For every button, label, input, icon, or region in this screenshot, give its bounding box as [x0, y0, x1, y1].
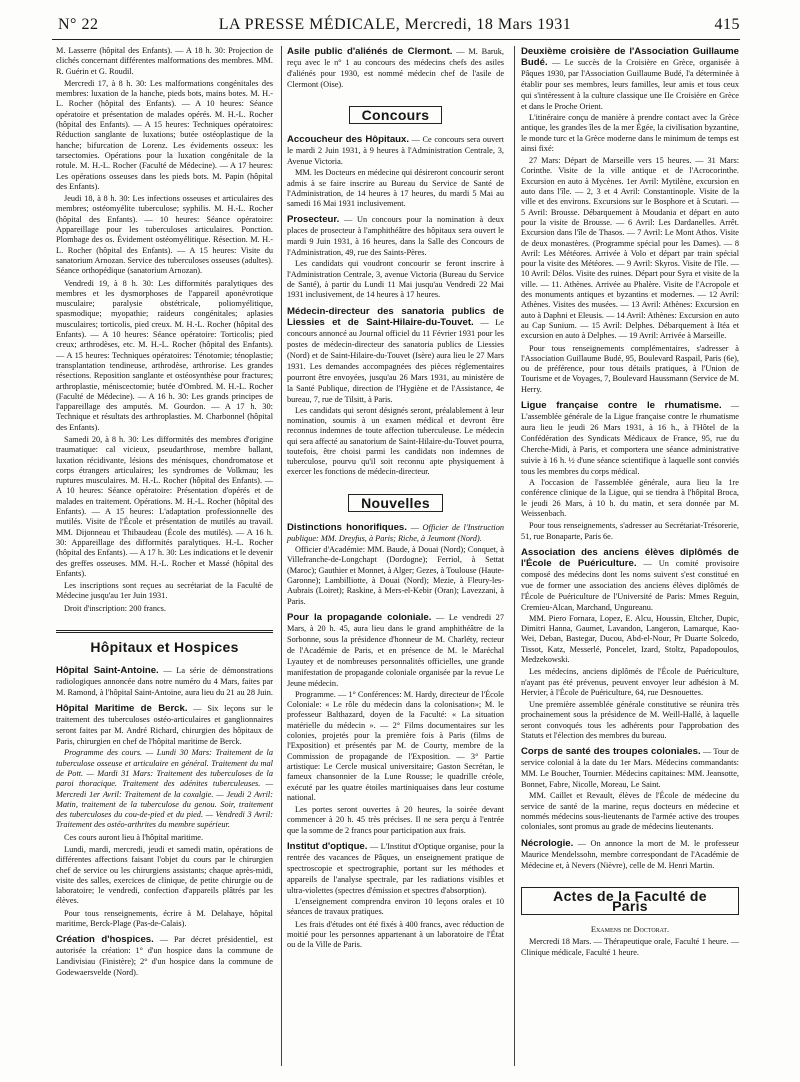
- article-heading: Asile public d'aliénés de Clermont.: [287, 46, 453, 57]
- article-text: On annonce la mort de M. le professeur Maurice Mendelssohn, membre correspondant de l'Académie de Médecine et, à Nevers (Nièvre), celle de M. Henri Martin.: [521, 838, 739, 870]
- paragraph: Ces cours auront lieu à l'hôpital maritime.: [64, 832, 204, 842]
- paragraph: MM. les Docteurs en médecine qui désireront concourir seront admis à se faire inscrire au Bureau du Service de Santé de l'Administration, de 14 heures à 17 heures, du mardi 5 Mai au samedi 16 Mai 1931 inclusivement.: [287, 168, 504, 209]
- paragraph: Une première assemblée générale constitutive se réunira très prochainement sous la présidence de M. Weill-Hallé, à laquelle seront convoqués tous les adhérents pour l'approbation des Statuts et l'élection des membres du bureau.: [521, 700, 739, 741]
- article: Corps de santé des troupes coloniales. — Tour de service colonial à la date du 1er Mars. Médecins commandants: MM. Le Boucher, Tournier. Médecins capitaines: MM. Jeansotte, Bonnet, Fabre, Nicolle, Moreau, Le Saint.: [521, 746, 739, 790]
- article-heading: Nécrologie.: [521, 837, 574, 849]
- paragraph: Pour tous renseignements complémentaires, s'adresser à l'Association Guillaume Budé, 95, Boulevard Raspail, Paris (6e), ou de préférence, pour tous détails pratiques, à l'Union de Tourisme et de Voyages, 7, Boulevard Haussmann (Service de M. Herry.: [521, 343, 740, 394]
- article: Association des anciens élèves diplômés de l'École de Puériculture. — Un comité provisoire composé des médecins dont les noms suivent s'est constitué en vue de former une association des anciens élèves diplômés de l'École de Puériculture de l'Université de Paris: Mmes Reguin, Cremieu-Alcan, Marchand, Ungureanu.: [521, 546, 739, 612]
- article: Médecin-directeur des sanatoria publics de Liessies et de Saint-Hilaire-du-Touvet. — Le concours annoncé au Journal officiel du 11 Février 1931 pour les postes de médecin-directeur des sanatoria publics de Liessies (Nord) et de Saint-Hilaire-du-Touvet (Isère) aura lieu le 27 Mars 1931. Les demandes accompagnées des pièces réglementaires pourront être envoyées, jusqu'au 26 Mars 1931, au ministère de la Santé Publique, direction de l'Hygiène et de l'Assistance, 4e bureau, 7, rue de Tilsitt, à Paris.: [287, 305, 504, 404]
- paragraph: Samedi 20, à 8 h. 30: Les difformités des membres d'origine traumatique: cal vicieux, pseudarthrose, membre ballant, luxation récidivante, lésions des ménisques, chondromatose et corps étrangers articulaires; les syndromes de Volkmau; les ruptures musculaires. M. H.-L. Rocher (hôpital des Enfants). — A 10 heures: Séance opératoire: Présentation d'opérés et de malades en traitement. Opérations. M. H.-L. Rocher (hôpital des Enfants). — A 15 heures: L'adaptation professionnelle des mutilés. Visite de l'École et présentation de mutilés au travail. MM. Dijonneau et Thibaudeau (École des mutilés). — A 16 h. 30: Appareillage des difformités paralytiques. H.-L. Rocher (hôpital des Enfants). — A 17 h. 30: Les indications et le devenir des greffes osseuses. MM. H.-L. Rocher et Massé (hôpital des Enfants).: [56, 434, 273, 578]
- paragraph: A l'occasion de l'assemblée générale, aura lieu la 1re conférence clinique de la Ligue, qui se tiendra à l'hôpital Broca, le jeudi 26 Mars, à 10 h. du matin, et sera donnée par M. Weissenbach.: [521, 478, 739, 518]
- article: Deuxième croisière de l'Association Guillaume Budé. — Le succès de la Croisière en Grèce, organisée à Pâques 1930, par l'Association Guillaume Budé, l'a déterminée à établir pour ses membres, leurs familles, leur amis et tous ceux qui s'intéressent à la culture classique une IIe Croisière en Grèce et dans le Proche Orient.: [521, 46, 739, 111]
- article: Nécrologie. — On annonce la mort de M. le professeur Maurice Mendelssohn, membre correspondant de l'Académie de Médecine et, à Nevers (Nièvre), celle de M. Henri Martin.: [521, 837, 739, 870]
- paragraph: Les médecins, anciens diplômés de l'École de Puériculture, n'ayant pas été prévenus, peuvent envoyer leur adhésion à M. Hervier, à l'École de Puériculture, 64, rue Desnouettes.: [521, 667, 739, 697]
- issue-number: N° 22: [58, 16, 99, 33]
- article-heading: Hôpital Saint-Antoine.: [56, 665, 159, 677]
- paragraph: L'enseignement comprendra environ 10 leçons orales et 10 séances de travaux pratiques.: [287, 896, 504, 917]
- article-text: Le concours annoncé au Journal officiel du 11 Février 1931 pour les postes de médecin-directeur des sanatoria publics de Liessies (Nord) et de Saint-Hilaire-du-Touvet (Isère) aura lieu le 27 Mars 1931. Les demandes accompagnées des pièces réglementaires pourront être envoyées, jusqu'au 26 Mars 1931, au ministère de la Santé Publique, direction de l'Hygiène et de l'Assistance, 4e bureau, 7, rue de Tilsitt, à Paris.: [287, 317, 504, 404]
- paragraph: Mercredi 18 Mars. — Thérapeutique orale, Faculté 1 heure. — Clinique médicale, Faculté 1 heure.: [521, 937, 739, 957]
- article-heading: Association des anciens élèves diplômés de l'École de Puériculture.: [521, 546, 739, 569]
- article-heading: Ligue française contre le rhumatisme.: [521, 400, 722, 412]
- header-rule: [52, 39, 740, 40]
- article-text: La série de démonstrations radiologiques annoncée dans notre numéro du 4 Mars, faites par M. Ramond, à l'hôpital Saint-Antoine, aura lieu du 21 au 28 Juin.: [56, 666, 273, 698]
- article-text: Ce concours sera ouvert le mardi 2 Juin 1931, à 9 heures à l'Administration Centrale, 3, Avenue Victoria.: [287, 135, 504, 167]
- section-heading-nouvelles: [287, 494, 504, 512]
- article-text: Le vendredi 27 Mars, à 20 h. 45, aura lieu dans le grand amphithéâtre de la Sorbonne, sous la présidence d'honneur de M. Charléty, recteur de l'Académie de Paris, et en présence de M. le Maréchal Lyautey et de nombreuses personnalités officielles, une grande manifestation de propagande coloniale organisée par la revue Le Jeune médecin.: [287, 612, 504, 688]
- paragraph: M. Lasserre (hôpital des Enfants). — A 18 h. 30: Projection de clichés concernant différentes malformations des membres. MM. R. Guérin et G. Roudil.: [56, 46, 273, 76]
- article-heading: Accoucheur des Hôpitaux.: [287, 134, 410, 146]
- article-heading: Deuxième croisière de l'Association Guillaume Budé.: [521, 46, 739, 68]
- article-text: Tour de service colonial à la date du 1er Mars. Médecins commandants: MM. Le Boucher, Tournier. Médecins capitaines: MM. Jeansotte, Bonnet, Fabre, Nicolle, Moreau, Le Saint.: [521, 747, 739, 790]
- journal-title: LA PRESSE MÉDICALE, Mercredi, 18 Mars 1931: [218, 16, 572, 33]
- paragraph: Droit d'inscription: 200 francs.: [64, 603, 166, 613]
- article-heading: Création d'hospices.: [56, 934, 154, 946]
- paragraph: Les inscriptions sont reçues au secrétariat de la Faculté de Médecine jusqu'au 1er Juin 1931.: [56, 581, 273, 601]
- double-rule: [56, 630, 273, 633]
- paragraph: Vendredi 19, à 8 h. 30: Les difformités paralytiques des membres et les dysmorphoses de l'appareil aponévrotique musculaire; paralysie obstétricale, poliomyélitique, spasmodique; myopathie; raideurs congénitales; aplasies musculaires; torticolis, pied creux. M. H.-L. Rocher (hôpital des Enfants). — A 10 heures: Séance opératoire: Torticolis; pied creux; arthrodèses, etc. M. H.-L. Rocher (hôpital des Enfants). — A 15 heures: Techniques opératoires: Ténotomie; ténoplastie; transplantation tendineuse, arthrodèse, arthrorise. Les grandes résections. Reposition sanglante et ostéosynthèse pour fractures; arthroplastie, méniscectomie; butée d'Ombred. M. H.-L. Rocher (Faculté de Médecine). — A 16 h. 30: Les grands principes de l'appareillage des amputés. M. Gourdon. — A 17 h. 30: Technique et résultats des arthroplasties. M. Charbonnel (hôpital des Enfants).: [56, 278, 273, 432]
- paragraph: Les frais d'études ont été fixés à 400 francs, avec réduction de moitié pour les personnes appartenant à un laboratoire de l'État ou de la Ville de Paris.: [287, 919, 504, 950]
- article-text: M. Baruk, reçu avec le n° 1 au concours des médecins chefs des asiles d'aliénés pour 1930, est nommé médecin chef de l'asile de Clermont (Oise).: [287, 47, 505, 89]
- section-title: Hôpitaux et Hospices: [90, 639, 239, 656]
- article-text: Un concours pour la nomination à deux places de prosecteur à l'amphithéâtre des hôpitaux sera ouvert le mardi 9 Juin 1931, à 16 heures, dans la Salle des Concours de l'Administration, 49, rue des Saints-Pères.: [287, 215, 504, 258]
- article: Pour la propagande coloniale. — Le vendredi 27 Mars, à 20 h. 45, aura lieu dans le grand amphithéâtre de la Sorbonne, sous la présidence d'honneur de M. Charléty, recteur de l'Académie de Paris, et en présence de M. le Maréchal Lyautey et de nombreuses personnalités officielles, une grande manifestation de propagande coloniale organisée par la revue Le Jeune médecin.: [287, 611, 504, 688]
- article-text: Le succès de la Croisière en Grèce, organisée à Pâques 1930, par l'Association Guillaume Budé, l'a déterminée à établir pour ses membres, leurs familles, leur amis et tous ceux qui s'intéressent à la culture classique une IIe Croisière en Grèce et dans le Proche Orient.: [521, 58, 739, 111]
- article: Distinctions honorifiques. — Officier de l'Instruction publique: MM. Dreyfus, à Paris; Riche, à Jeumont (Nord).: [287, 522, 504, 544]
- paragraph: Pour tous renseignements, s'adresser au Secrétariat-Trésorerie, 51, rue Bonaparte, Paris 6e.: [521, 521, 739, 541]
- paragraph: Lundi, mardi, mercredi, jeudi et samedi matin, opérations de différentes affections faisant l'objet du cours par le chirurgien chef de service ou les chirurgiens assistants; chaque après-midi, visite des salles, exercices de clinique, de petite chirurgie ou de laboratoire; le vendredi, confection d'appareils plâtrés par les élèves.: [56, 845, 273, 906]
- paragraph: Programme. — 1° Conférences: M. Hardy, directeur de l'École Coloniale: « Le rôle du médecin dans la colonisation»; M. le professeur Balthazard, doyen de la Faculté: « La situation matérielle du médecin ». — 2° Films documentaires sur les colonies, projetés pour la première fois à Paris (films de l'Exposition) et présentés par M. de Courty, membre de la Commission de propagande de l'Exposition. — 3° Partie artistique: Le Cercle musical universitaire; Gaston Secrétan, le fameux chansonnier de la Lune Rousse; le quadrille créole, exécuté par les quatre étoiles martiniquaises dans leur costume national.: [287, 689, 504, 802]
- article-text: Officier de l'Instruction publique: MM. Dreyfus, à Paris; Riche, à Jeumont (Nord).: [287, 523, 504, 544]
- paragraph: Les candidats qui voudront concourir se feront inscrire à l'Administration Centrale, 3, avenue Victoria (Bureau du Service de Santé), à partir du Lundi 11 Mai jusqu'au Vendredi 22 Mai 1931 inclusivement, de 14 heures à 17 heures.: [287, 259, 504, 300]
- paragraph: Jeudi 18, à 8 h. 30: Les infections osseuses et articulaires des membres; ostéomyélite tuberculose; syphilis. M. H.-L. Rocher (hôpital des Enfants). — 10 heures: Séance opératoire: Appareillage pour les tuberculoses articulaires. Ponction. Plombage des os. Évidement ostéomyélitique. Résection. M. H.-L. Rocher (hôpital des Enfants). — A 15 heures: Visite du sanatorium Arnozan. Service des tuberculoses osseuses (adultes). Séance orthopédique (sanatorium Arnozan).: [56, 194, 273, 276]
- page-header: [50, 16, 740, 38]
- article-text: L'Institut d'Optique organise, pour la rentrée des vacances de Pâques, un enseignement pratique de spectroscopie et spectrographie, portant sur les méthodes et appareils de l'analyse spectrale, par les radiations visibles et ultra-violettes (spectres d'émission et spectres d'absorption).: [287, 841, 504, 895]
- article: Asile public d'aliénés de Clermont. — M. Baruk, reçu avec le n° 1 au concours des médecins chefs des asiles d'aliénés pour 1930, est nommé médecin chef de l'asile de Clermont (Oise).: [287, 46, 505, 89]
- section-title: Nouvelles: [348, 494, 443, 512]
- subheading: Examens de Doctorat.: [590, 925, 670, 935]
- column-left: [56, 46, 273, 979]
- article-heading: Pour la propagande coloniale.: [287, 611, 432, 623]
- paragraph: Les candidats qui seront désignés seront, préalablement à leur nomination, soumis à un examen médical et devront être reconnus indemnes de toute affection tuberculeuse. Le médecin qui sera affecté au sanatorium de Saint-Hilaire-du-Touvet pourra, toutefois, être choisi parmi les candidats non indemnes de tuberculose, pourvu qu'il soit reconnu apte physiquement à exercer les fonctions de médecin-directeur.: [287, 405, 504, 477]
- column-divider: [514, 46, 515, 1066]
- article: Institut d'optique. — L'Institut d'Optique organise, pour la rentrée des vacances de Pâques, un enseignement pratique de spectroscopie et spectrographie, portant sur les méthodes et appareils de l'analyse spectrale, par les radiations visibles et ultra-violettes (spectres d'émission et spectres d'absorption).: [287, 840, 504, 895]
- article: Accoucheur des Hôpitaux. — Ce concours sera ouvert le mardi 2 Juin 1931, à 9 heures à l'Administration Centrale, 3, Avenue Victoria.: [287, 134, 504, 167]
- article-heading: Prosecteur.: [287, 214, 340, 226]
- paragraph: Les portes seront ouvertes à 20 heures, la soirée devant commencer à 20 h. 45 très précises. Il ne sera perçu à l'entrée que la somme de 2 francs pour participation aux frais.: [287, 805, 504, 835]
- article-heading: Médecin-directeur des sanatoria publics de Liessies et de Saint-Hilaire-du-Touvet.: [287, 305, 504, 328]
- article: Hôpital Maritime de Berck. — Six leçons sur le traitement des tuberculoses ostéo-articulaires et ganglionnaires seront faites par M. André Richard, chirurgien des hôpitaux de Paris, chirurgien en chef de l'hôpital maritime de Berck.: [56, 703, 273, 747]
- section-heading-hopitaux: [56, 630, 273, 655]
- article-heading: Corps de santé des troupes coloniales.: [521, 746, 701, 758]
- paragraph: Officier d'Académie: MM. Baude, à Douai (Nord); Conquet, à Villefranche-de-Longchapt (Dordogne); Ferriol, à Settat (Maroc); Gauthier et Monnet, à Alger; Gezes, à Toulouse (Haute-Garonne); Lambilliotte, à Douai (Nord); Mezie, à Fleury-les-Aubrais (Loiret); Raskine, à Mers-el-Kebir (Oran); Lavezzani, à Paris.: [287, 545, 504, 606]
- section-heading-concours: [287, 106, 504, 124]
- section-title: Concours: [349, 106, 443, 124]
- paragraph: Pour tous renseignements, écrire à M. Delahaye, hôpital maritime, Berck-Plage (Pas-de-Calais).: [56, 908, 273, 929]
- article-text: Six leçons sur le traitement des tuberculoses ostéo-articulaires et ganglionnaires seront faites par M. André Richard, chirurgien des hôpitaux de Paris, chirurgien en chef de l'hôpital maritime de Berck.: [56, 704, 273, 747]
- article: Création d'hospices. — Par décret présidentiel, est autorisée la création: 1° d'un hospice dans la commune de Landivisiau (Finistère); 2° d'un hospice dans la commune de Godewaersvelde (Nord).: [56, 934, 273, 978]
- article-heading: Distinctions honorifiques.: [287, 522, 407, 534]
- article-heading: Institut d'optique.: [287, 840, 368, 852]
- paragraph: 27 Mars: Départ de Marseille vers 15 heures. — 31 Mars: Corinthe. Visite de la ville antique et de l'Acrocorinthe. Excursion en auto à Mycènes. 1er Avril: Mytilène, excursion en auto dans l'île. — 2, 3 et 4 Avril: Constantinople. Visite de la ville et des environs. Excursions sur le Bosphore et à Scutari. — 5 Avril: Brousse. Débarquement à Moudania et départ en auto pour la visite de Brousse. — 6 Avril: Les Dardanelles. Arrêt. Excursion dans l'île de Thasos. — 7 Avril: Le Mont Athos. Visite de deux monastères. (Programme spécial pour les Dames). — 8 Avril: Les Météores. Arrivée à Volo et départ par train spécial pour la visite des Météores. — 9 Avril: Skyros. Visite de l'île. — 10 Avril: Délos. Visite des ruines. Départ pour Syra et visite de la ville. — 11. Athènes. Arrivée au Phalère. Visite de l'Acropole et des monuments antiques et byzantins et modernes. — 12 Avril: Athènes. Visites des musées. — 13 Avril: Athènes: Excursion en auto à Daphni et Eleusis. — 14 Avril: Athènes: Excursion en auto au Cap Sunium. — 15 Avril: Delphes. Débarquement à Itéa et excursion en auto à Delphes. — 19 Avril: Arrivée à Marseille.: [521, 156, 739, 341]
- paragraph: MM. Piero Fornara, Lopez, E. Alcu, Houssin, Eltcher, Dupic, Dimitri Hanna, Gaumet, Lavandon, Langeron, Lamarque, Kao-Wei, Deban, Bastegar, Ducou, Abd-el-Nour, Pr Duarte Solcedo, Tissot, Katz, Messerlé, Poncelet, Izard, Stoltz, Papadopoulos, Medzekowski.: [521, 613, 739, 664]
- article-text: Par décret présidentiel, est autorisée la création: 1° d'un hospice dans la commune de Landivisiau (Finistère); 2° d'un hospice dans la commune de Godewaersvelde (Nord).: [56, 935, 273, 978]
- section-title: Actes de la Faculté de Paris: [521, 887, 739, 916]
- page-number: 415: [714, 16, 740, 33]
- article-heading: Hôpital Maritime de Berck.: [56, 703, 188, 715]
- article-text: L'assemblée générale de la Ligue française contre le rhumatisme aura lieu le jeudi 26 Mars 1931, à 16 h., à l'Hôtel de la Confédération des Syndicats Médicaux de France, 95, rue du Cherche-Midi, à Paris, et comportera une séance administrative suivie à 16 h. ½ d'une séance scientifique à laquelle sont conviés tous les membres du corps médical.: [521, 412, 739, 477]
- column-middle: [287, 46, 504, 952]
- article: Ligue française contre le rhumatisme. — L'assemblée générale de la Ligue française contre le rhumatisme aura lieu le jeudi 26 Mars 1931, à 16 h., à l'Hôtel de la Confédération des Syndicats Médicaux de France, 95, rue du Cherche-Midi, à Paris, et comportera une séance administrative suivie à 16 h. ½ d'une séance scientifique à laquelle sont conviés tous les membres du corps médical.: [521, 400, 740, 477]
- paragraph: Mercredi 17, à 8 h. 30: Les malformations congénitales des membres: luxation de la hanche, pieds bots, mains botes. M. H.-L. Rocher (hôpital des Enfants). — A 10 heures: Séance opératoire et présentation de malades opérés. M. H.-L. Rocher (hôpital des Enfants). — A 15 heures: Techniques opératoires: Réduction sanglante de luxations; butée ostéoplastique de la hanche; bifurcation de Lorenz. Les évidements osseux: les tarsectomies. Opérations pour la luxation congénitale de la rotule. M. H.-L. Rocher (Faculté de Médecine). — A 17 heures: Les opérations osseuses dans les pieds bots. M. Papin (hôpital des Enfants).: [56, 78, 273, 191]
- section-heading-faculte: [521, 887, 739, 916]
- column-right: [521, 46, 739, 960]
- paragraph: MM. Caillet et Revault, élèves de l'École de médecine du service de santé de la marine, reçus docteurs en médecine et nommés médecins sous-lieutenants de l'armée active des troupes coloniales, sont promus au grade de médecins lieutenants.: [521, 791, 739, 832]
- article: Hôpital Saint-Antoine. — La série de démonstrations radiologiques annoncée dans notre numéro du 4 Mars, faites par M. Ramond, à l'hôpital Saint-Antoine, aura lieu du 21 au 28 Juin.: [56, 665, 273, 698]
- article-text: Un comité provisoire composé des médecins dont les noms suivent s'est constitué en vue de former une association des anciens élèves diplômés de l'École de Puériculture de l'Université de Paris: Mmes Reguin, Cremieu-Alcan, Marchand, Ungureanu.: [521, 558, 739, 612]
- paragraph: L'itinéraire conçu de manière à prendre contact avec la Grèce antique, les grandes îles de la mer Égée, la civilisation byzantine, le monde turc et la Grèce moderne dans le minimum de temps est ainsi fixé:: [521, 113, 739, 153]
- paragraph: Programme des cours. — Lundi 30 Mars: Traitement de la tuberculose osseuse et articulaire en général. Traitement du mal de Pott. — Mardi 31 Mars: Traitement des tuberculoses de la paroi thoracique. Traitement des adénites tuberculeuses. — Mercredi 1er Avril: Traitement de la coxalgie. — Jeudi 2 Avril: Matin, traitement de la tuberculose du genou. Soir, traitement des tuberculoses du cou-de-pied et du pied. — Vendredi 3 Avril: Traitement des ostéo-arthrites du membre supérieur.: [56, 748, 273, 830]
- article: Prosecteur. — Un concours pour la nomination à deux places de prosecteur à l'amphithéâtre des hôpitaux sera ouvert le mardi 9 Juin 1931, à 16 heures, dans la Salle des Concours de l'Administration, 49, rue des Saints-Pères.: [287, 214, 504, 258]
- column-divider: [281, 46, 282, 1066]
